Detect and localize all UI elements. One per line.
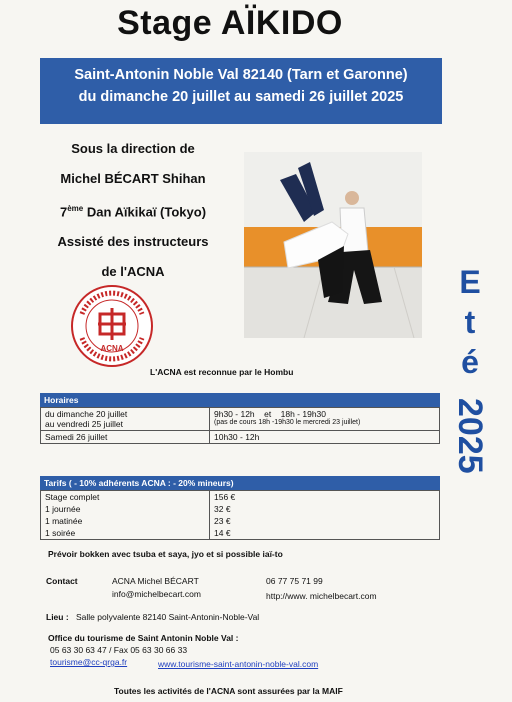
horaires-header: Horaires [40,393,440,407]
table-row [41,515,440,527]
horaires-days-cell [41,408,210,431]
equipment-note: Prévoir bokken avec tsuba et saya, jyo et si possible iaï-to [48,549,283,559]
table-row [41,431,440,444]
ete-letter-e-accent: é [461,344,479,380]
table-row [41,491,440,504]
table-row [41,408,440,431]
times-line-1: 9h30 - 12h et 18h - 19h30 [214,409,326,419]
contact-label: Contact [46,576,78,586]
direction-line-3 [38,194,228,227]
direction-line-1: Sous la direction de [71,141,195,156]
tarif-label: Stage complet [41,491,210,504]
dan-suffix: ème [67,204,84,213]
contact-name: ACNA Michel BÉCART [112,576,199,586]
page-title: Stage AÏKIDO [117,4,343,42]
ete-letter-t: t [464,304,476,340]
saturday-time-cell: 10h30 - 12h [210,431,440,444]
tarif-price: 156 € [210,491,440,504]
tourism-office-website[interactable]: www.tourisme-saint-antonin-noble-val.com [158,659,319,669]
hombu-recognition: L'ACNA est reconnue par le Hombu [150,367,294,377]
tarifs-table [40,490,440,540]
direction-line-2: Michel BÉCART Shihan [60,171,206,186]
tourism-office-email[interactable]: tourisme@cc-qrga.fr [50,657,128,667]
direction-line-5: de l'ACNA [101,264,165,280]
direction-line-4: Assisté des instructeurs [57,234,209,250]
direction-block [38,134,228,287]
days-line-2: au vendredi 25 juillet [45,419,123,429]
location-line: Saint-Antonin Noble Val 82140 (Tarn et Garonne) [74,67,408,83]
contact-phone: 06 77 75 71 99 [266,576,323,586]
contact-email[interactable]: info@michelbecart.com [112,589,201,599]
times-note: (pas de cours 18h -19h30 le mercredi 23 juillet) [214,419,361,426]
location-date-banner [40,58,442,124]
tarif-label: 1 journée [41,503,210,515]
contact-website[interactable]: http://www. michelbecart.com [266,591,377,601]
ete-year: 2025 [451,398,489,474]
dan-rest: Dan Aïkikaï (Tokyo) [83,204,207,220]
tarif-price: 23 € [210,515,440,527]
saturday-cell: Samedi 26 juillet [41,431,210,444]
aikido-photo [244,152,422,338]
tourism-office-phones: 05 63 30 63 47 / Fax 05 63 30 66 33 [50,645,188,655]
horaires-times-cell [210,408,440,431]
days-line-1: du dimanche 20 juillet [45,409,128,419]
table-row [41,527,440,540]
tarifs-header: Tarifs ( - 10% adhérents ACNA : - 20% mineurs) [40,476,440,490]
horaires-table [40,407,440,444]
dan-number: 7 [59,204,68,220]
insurance-footer: Toutes les activités de l'ACNA sont assurées par la MAIF [114,686,343,696]
lieu-label: Lieu : [46,612,69,622]
table-row [41,503,440,515]
acna-logo-text: ACNA [100,344,124,353]
tarif-price: 32 € [210,503,440,515]
acna-logo [70,284,154,368]
tarif-price: 14 € [210,527,440,540]
ete-letter-e: E [459,264,481,300]
tourism-office-title: Office du tourisme de Saint Antonin Noble Val : [48,633,239,643]
date-line: du dimanche 20 juillet au samedi 26 juillet 2025 [78,89,404,105]
lieu-value: Salle polyvalente 82140 Saint-Antonin-Noble-Val [76,612,260,622]
tarif-label: 1 matinée [41,515,210,527]
ete-2025-vertical [440,262,500,474]
tarif-label: 1 soirée [41,527,210,540]
